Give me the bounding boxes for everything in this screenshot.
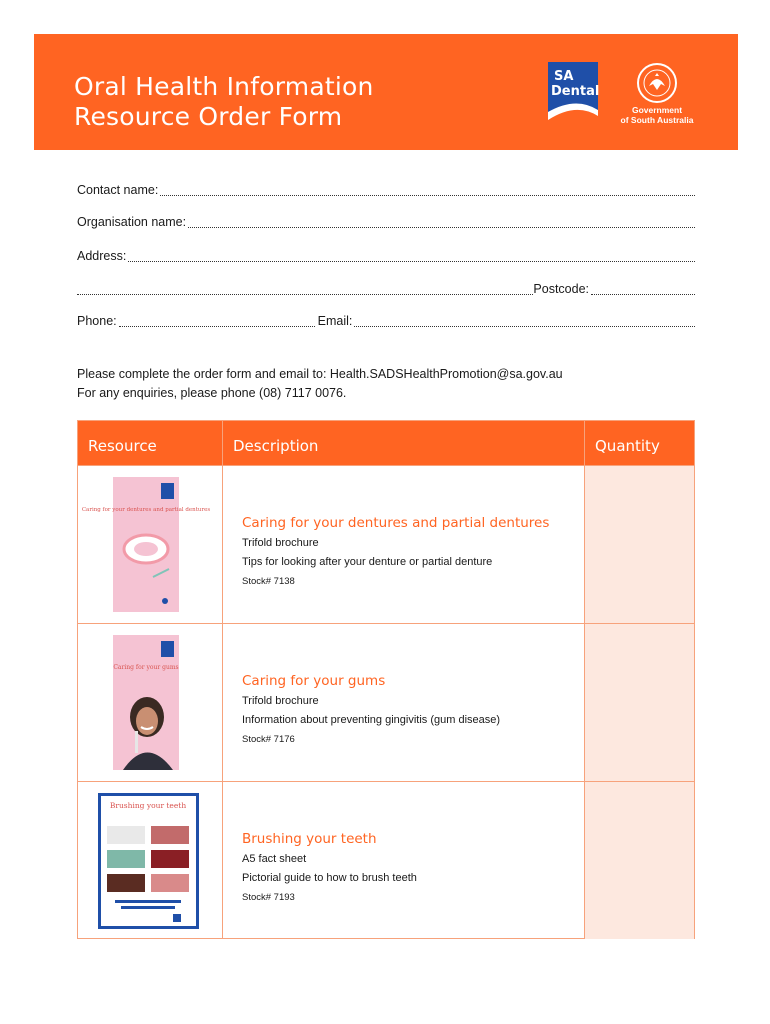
organisation-name-field[interactable] xyxy=(77,214,695,230)
resource-cell xyxy=(78,466,222,623)
table-row xyxy=(78,465,694,623)
gums-thumb-title: Caring for your gums xyxy=(113,664,179,671)
item-title: Caring for your dentures and partial dentures xyxy=(242,515,550,531)
description-cell xyxy=(222,624,584,781)
item-stock-number: Stock# 7193 xyxy=(242,892,295,903)
svg-text:Dental: Dental xyxy=(551,84,600,99)
sa-dental-logo xyxy=(546,60,600,122)
brushing-factsheet-page xyxy=(101,796,196,926)
address-label: Address: xyxy=(77,249,127,263)
contact-name-field[interactable] xyxy=(77,182,695,198)
government-of-south-australia-logo xyxy=(612,62,702,132)
item-type: Trifold brochure xyxy=(242,537,319,549)
gov-logo-line-2: of South Australia xyxy=(620,114,694,125)
address-postcode-field[interactable] xyxy=(77,281,695,297)
address-field[interactable] xyxy=(77,248,695,264)
organisation-name-label: Organisation name: xyxy=(77,215,187,229)
postcode-input-line[interactable] xyxy=(591,284,695,295)
resource-cell xyxy=(78,782,222,939)
dentures-brochure-thumbnail xyxy=(81,477,211,612)
item-stock-number: Stock# 7138 xyxy=(242,576,295,587)
brushing-thumb-title: Brushing your teeth xyxy=(109,801,187,810)
resource-column-header: Resource xyxy=(88,437,157,455)
address-input-line[interactable] xyxy=(128,251,695,262)
resource-order-table xyxy=(77,420,695,939)
brushing-factsheet-image xyxy=(101,796,196,926)
item-type: A5 fact sheet xyxy=(242,853,307,865)
contact-name-input-line[interactable] xyxy=(160,185,695,196)
gums-brochure-thumbnail xyxy=(113,635,179,770)
quantity-input-gums[interactable] xyxy=(584,624,694,781)
table-header xyxy=(78,421,694,465)
brushing-factsheet-thumbnail xyxy=(98,793,199,929)
gums-brochure-image xyxy=(113,635,179,770)
item-title: Brushing your teeth xyxy=(242,831,377,847)
quantity-input-brushing[interactable] xyxy=(584,782,694,939)
instructions-line-2: For any enquiries, please phone (08) 7117 0076. xyxy=(77,386,347,400)
dentures-brochure-image xyxy=(81,477,211,612)
quantity-column-header: Quantity xyxy=(584,421,694,465)
email-label: Email: xyxy=(317,314,353,328)
phone-input-line[interactable] xyxy=(119,316,315,327)
order-instructions xyxy=(77,365,563,403)
organisation-name-input-line[interactable] xyxy=(188,217,695,228)
gov-logo-line-1: Government xyxy=(631,105,683,115)
description-cell xyxy=(222,782,584,939)
phone-label: Phone: xyxy=(77,314,117,328)
item-detail: Information about preventing gingivitis (gum disease) xyxy=(242,714,501,726)
item-stock-number: Stock# 7176 xyxy=(242,734,295,745)
table-row xyxy=(78,781,694,939)
piping-shrike-crest-icon xyxy=(636,62,678,104)
page-title xyxy=(74,72,374,132)
description-column-header: Description xyxy=(222,421,584,465)
item-detail: Tips for looking after your denture or partial denture xyxy=(242,556,493,568)
resource-cell xyxy=(78,624,222,781)
gov-logo-text xyxy=(612,106,702,125)
dentures-thumb-title: Caring for your dentures and partial dentures xyxy=(81,507,211,513)
postcode-label: Postcode: xyxy=(533,282,589,296)
item-detail: Pictorial guide to how to brush teeth xyxy=(242,872,417,884)
quantity-input-dentures[interactable] xyxy=(584,466,694,623)
instructions-line-1: Please complete the order form and email to: Health.SADSHealthPromotion@sa.gov.au xyxy=(77,367,563,381)
table-row xyxy=(78,623,694,781)
description-cell xyxy=(222,466,584,623)
item-title: Caring for your gums xyxy=(242,673,386,689)
email-input-line[interactable] xyxy=(354,316,695,327)
phone-email-field[interactable] xyxy=(77,313,695,329)
address-line-2-input[interactable] xyxy=(77,284,533,295)
item-type: Trifold brochure xyxy=(242,695,319,707)
title-line-2: Resource Order Form xyxy=(74,102,343,131)
title-line-1: Oral Health Information xyxy=(74,72,374,101)
svg-text:SA: SA xyxy=(554,69,574,84)
header-banner xyxy=(34,34,738,150)
contact-name-label: Contact name: xyxy=(77,183,159,197)
